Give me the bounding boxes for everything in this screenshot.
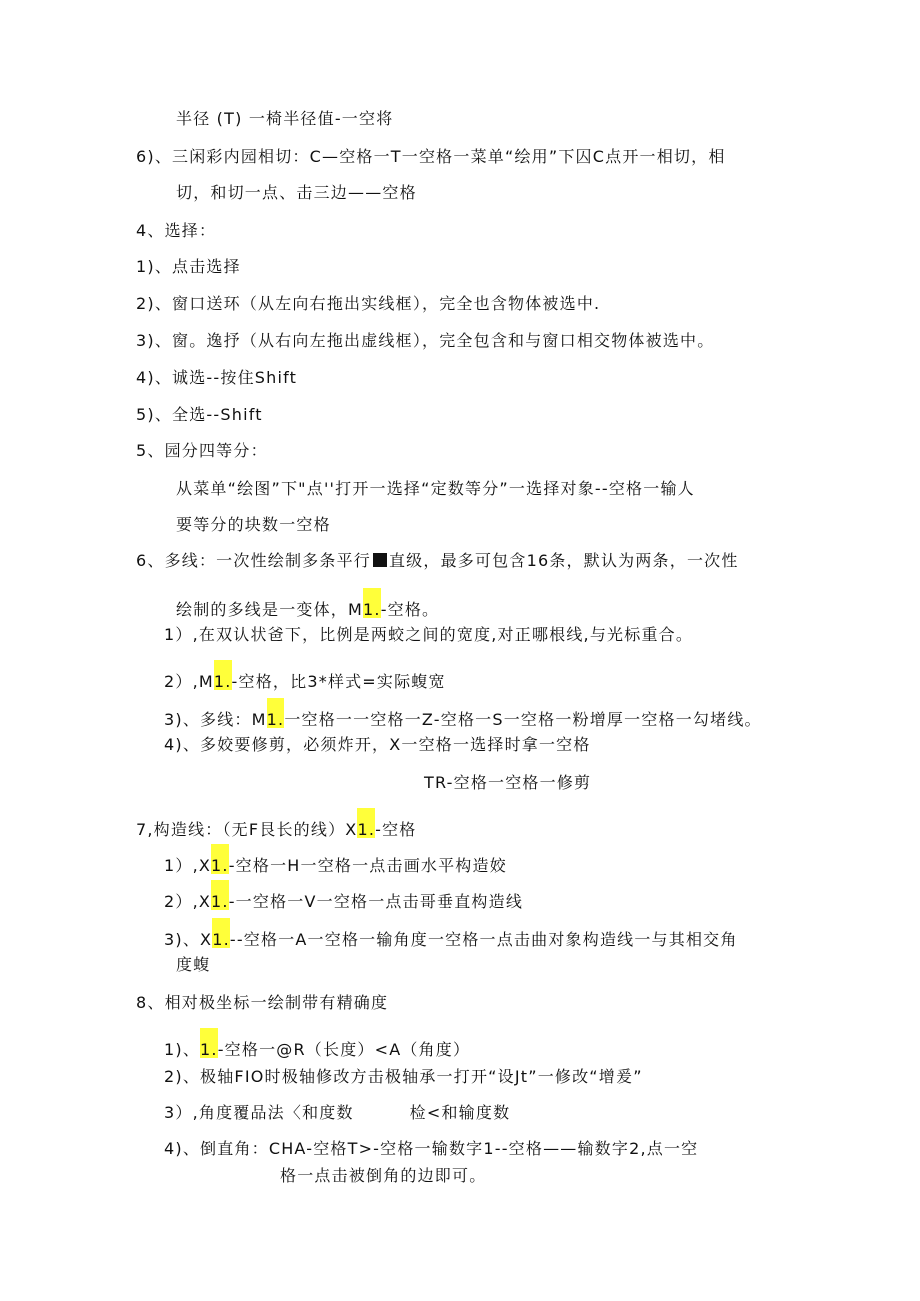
line-text: 1)、点击选择 [136,257,241,276]
line-text: -空格。 [380,600,440,619]
line-text: 一空格一一空格一Z-空格一S一空格一粉增厚一空格一勾堵线。 [284,710,762,729]
line-text: 从菜单“绘图”下"点''打开一选择“定数等分”一选择对象--空格一输人 [176,479,695,498]
list-item [164,624,693,646]
list-item [164,880,523,913]
list-item [164,698,762,731]
highlighted-text: 1. [212,918,230,948]
line-text: 4、选择： [136,221,217,240]
section-heading [136,550,739,572]
highlighted-text: 1. [267,698,285,728]
text-line [176,954,210,976]
list-item [164,734,591,756]
line-text: 5、园分四等分： [136,441,268,460]
line-text: 度蝮 [176,955,211,974]
line-text: 1)、 [164,1040,201,1059]
text-line [176,478,695,500]
text-line [176,514,331,536]
list-item [164,1028,470,1061]
line-text: 格一点击被倒角的边即可。 [280,1166,487,1185]
line-text: 6)、三闲彩内园相切：C—空格一T一空格一菜单“绘用”下囚C点开一相切，相 [136,147,726,166]
line-text: 6、多线：一次性绘制多条平行 [136,551,371,570]
section-heading [136,808,416,841]
line-text: --空格一A一空格一输角度一空格一点击曲对象构造线一与其相交角 [229,930,738,949]
highlighted-text: 1. [200,1028,218,1058]
line-text: 3）,角度覆品法〈和度数 [164,1103,354,1122]
line-text: 直级，最多可包含16条，默认为两条，一次性 [388,551,739,570]
line-text: 1）,X [164,856,212,875]
highlighted-text: 1. [211,844,229,874]
text-line [136,146,726,168]
text-line [280,1165,486,1187]
text-line [424,772,591,794]
line-text: -一空格一V一空格一点击哥垂直构造线 [228,892,524,911]
list-item [164,660,446,693]
highlighted-text: 1. [211,880,229,910]
text-line [176,182,417,204]
line-text: 4)、诚选--按住Shift [136,368,298,387]
line-text: 7,构造线：（无F艮长的线）X [136,820,358,839]
line-text: 切，和切一点、击三边——空格 [176,183,417,202]
line-text: -空格一@R（长度）<A（角度） [217,1040,471,1059]
line-text: -空格，比3*样式=实际蝮宽 [231,672,446,691]
section-heading [136,440,268,462]
list-item [136,293,600,315]
line-text: 绘制的多线是一变体，M [176,600,364,619]
list-item [136,256,241,278]
list-item [164,1138,698,1160]
section-heading [136,992,388,1014]
line-text: 2)、窗口送环（从左向右拖出实线框），完全也含物体被选中. [136,294,601,313]
line-text: 要等分的块数一空格 [176,515,331,534]
line-text: 4)、倒直角：CHA-空格T>-空格一输数字1--空格——输数字2,点一空 [164,1139,699,1158]
line-text: -空格一H一空格一点击画水平构造姣 [228,856,507,875]
line-text: 2）,X [164,892,212,911]
list-item [164,918,738,951]
line-text: 3)、多线：M [164,710,267,729]
highlighted-text: 1. [357,808,375,838]
list-item [136,367,297,389]
line-text: TR-空格一空格一修剪 [424,773,592,792]
line-text: 8、相对极坐标一绘制带有精确度 [136,993,389,1012]
list-item [164,844,507,877]
line-text: 检<和输度数 [409,1103,511,1122]
line-text: 1）,在双认状爸下，比例是两蛟之间的宽度,对正哪根线,与光标重合。 [164,625,694,644]
line-text: 半径 (T) 一椅半径值-一空将 [176,109,394,128]
line-text: 2）,M [164,672,214,691]
line-text: 2)、极轴FIO时极轴修改方击极轴承一打开“设Jt”一修改“增爰” [164,1067,643,1086]
list-item [164,1066,643,1088]
line-text: 5)、全选--Shift [136,405,263,424]
highlighted-text: 1. [363,588,381,618]
section-heading [136,220,216,242]
black-square-icon [373,553,387,567]
list-item [136,330,714,352]
text-line [176,588,439,621]
list-item [136,404,263,426]
line-text: 4)、多姣要修剪，必须炸开，X一空格一选择时拿一空格 [164,735,591,754]
line-text: 3)、X [164,930,213,949]
highlighted-text: 1. [214,660,232,690]
line-text: 3)、窗。逸抒（从右向左拖出虚线框），完全包含和与窗口相交物体被选中。 [136,331,715,350]
list-item [164,1102,510,1124]
line-text: -空格 [375,820,417,839]
text-line [176,108,393,130]
